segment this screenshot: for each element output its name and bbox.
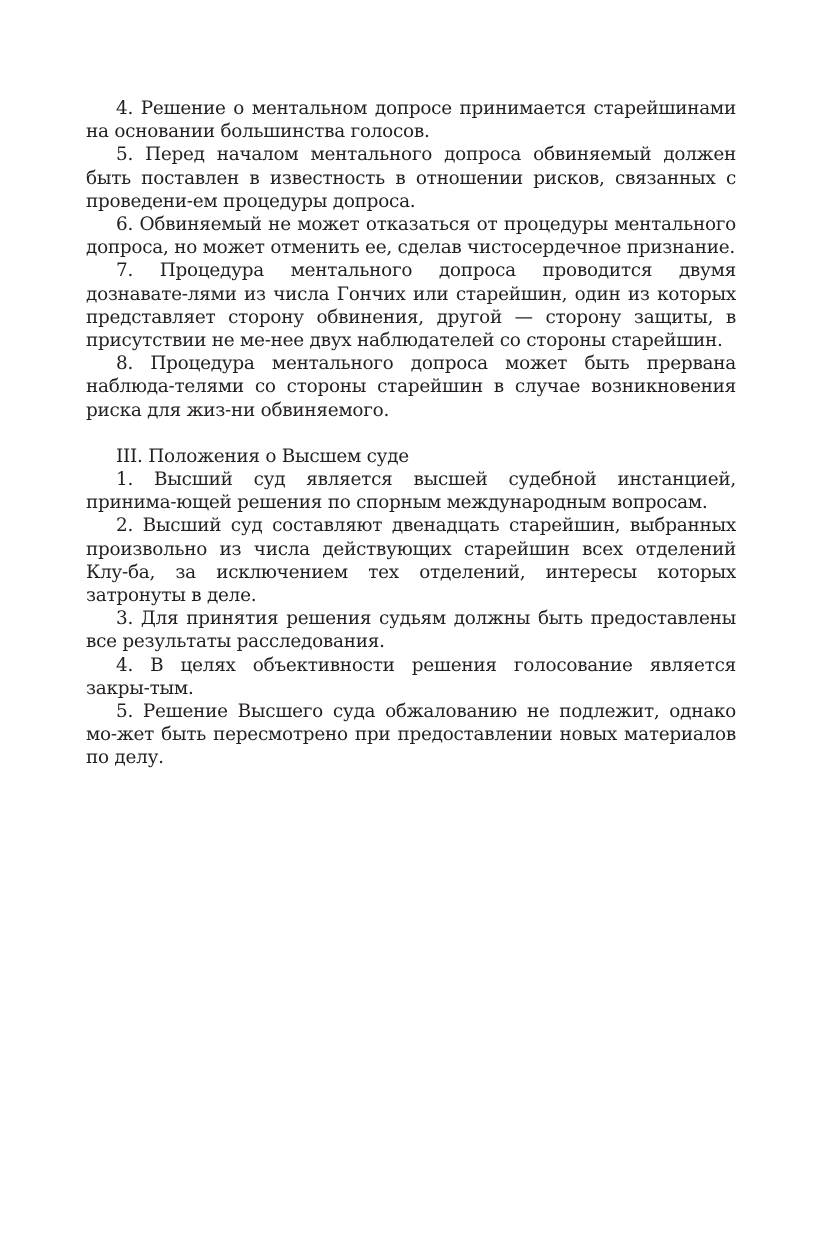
paragraph-2-6: 6. Обвиняемый не может отказаться от процедуры ментального допроса, но может отменить ее, сделав чистосердечное признание.	[86, 214, 736, 259]
page-body	[86, 97, 736, 770]
section-spacer	[86, 422, 736, 445]
paragraph-2-8: 8. Процедура ментального допроса может быть прервана наблюда-телями со стороны старейшин в случае возникновения риска для жиз-ни обвиняемого.	[86, 353, 736, 421]
paragraph-3-3: 3. Для принятия решения судьям должны быть предоставлены все результаты расследования.	[86, 608, 736, 653]
paragraph-3-4: 4. В целях объективности решения голосование является закры-тым.	[86, 654, 736, 699]
section-heading: III. Положения о Высшем суде	[116, 445, 409, 467]
paragraph-2-7: 7. Процедура ментального допроса проводится двумя дознавате-лями из числа Гончих или старейшин, один из которых представляет сторону обвинения, другой — сторону защиты, в присутствии не ме-нее двух наблюдателей со стороны старейшин.	[86, 260, 736, 352]
paragraph-2-4: 4. Решение о ментальном допросе принимается старейшинами на основании большинства голосов.	[86, 98, 736, 143]
paragraph-3-1: 1. Высший суд является высшей судебной инстанцией, принима-ющей решения по спорным международным вопросам.	[86, 469, 736, 514]
paragraph-3-5: 5. Решение Высшего суда обжалованию не подлежит, однако мо-жет быть пересмотрено при предоставлении новых материалов по делу.	[86, 701, 736, 769]
paragraph-3-2: 2. Высший суд составляют двенадцать старейшин, выбранных произвольно из числа действующих старейшин всех отделений Клу-ба, за исключением тех отделений, интересы которых затронуты в деле.	[86, 515, 736, 607]
paragraph-2-5: 5. Перед началом ментального допроса обвиняемый должен быть поставлен в известность в отношении рисков, связанных с проведени-ем процедуры допроса.	[86, 144, 736, 212]
